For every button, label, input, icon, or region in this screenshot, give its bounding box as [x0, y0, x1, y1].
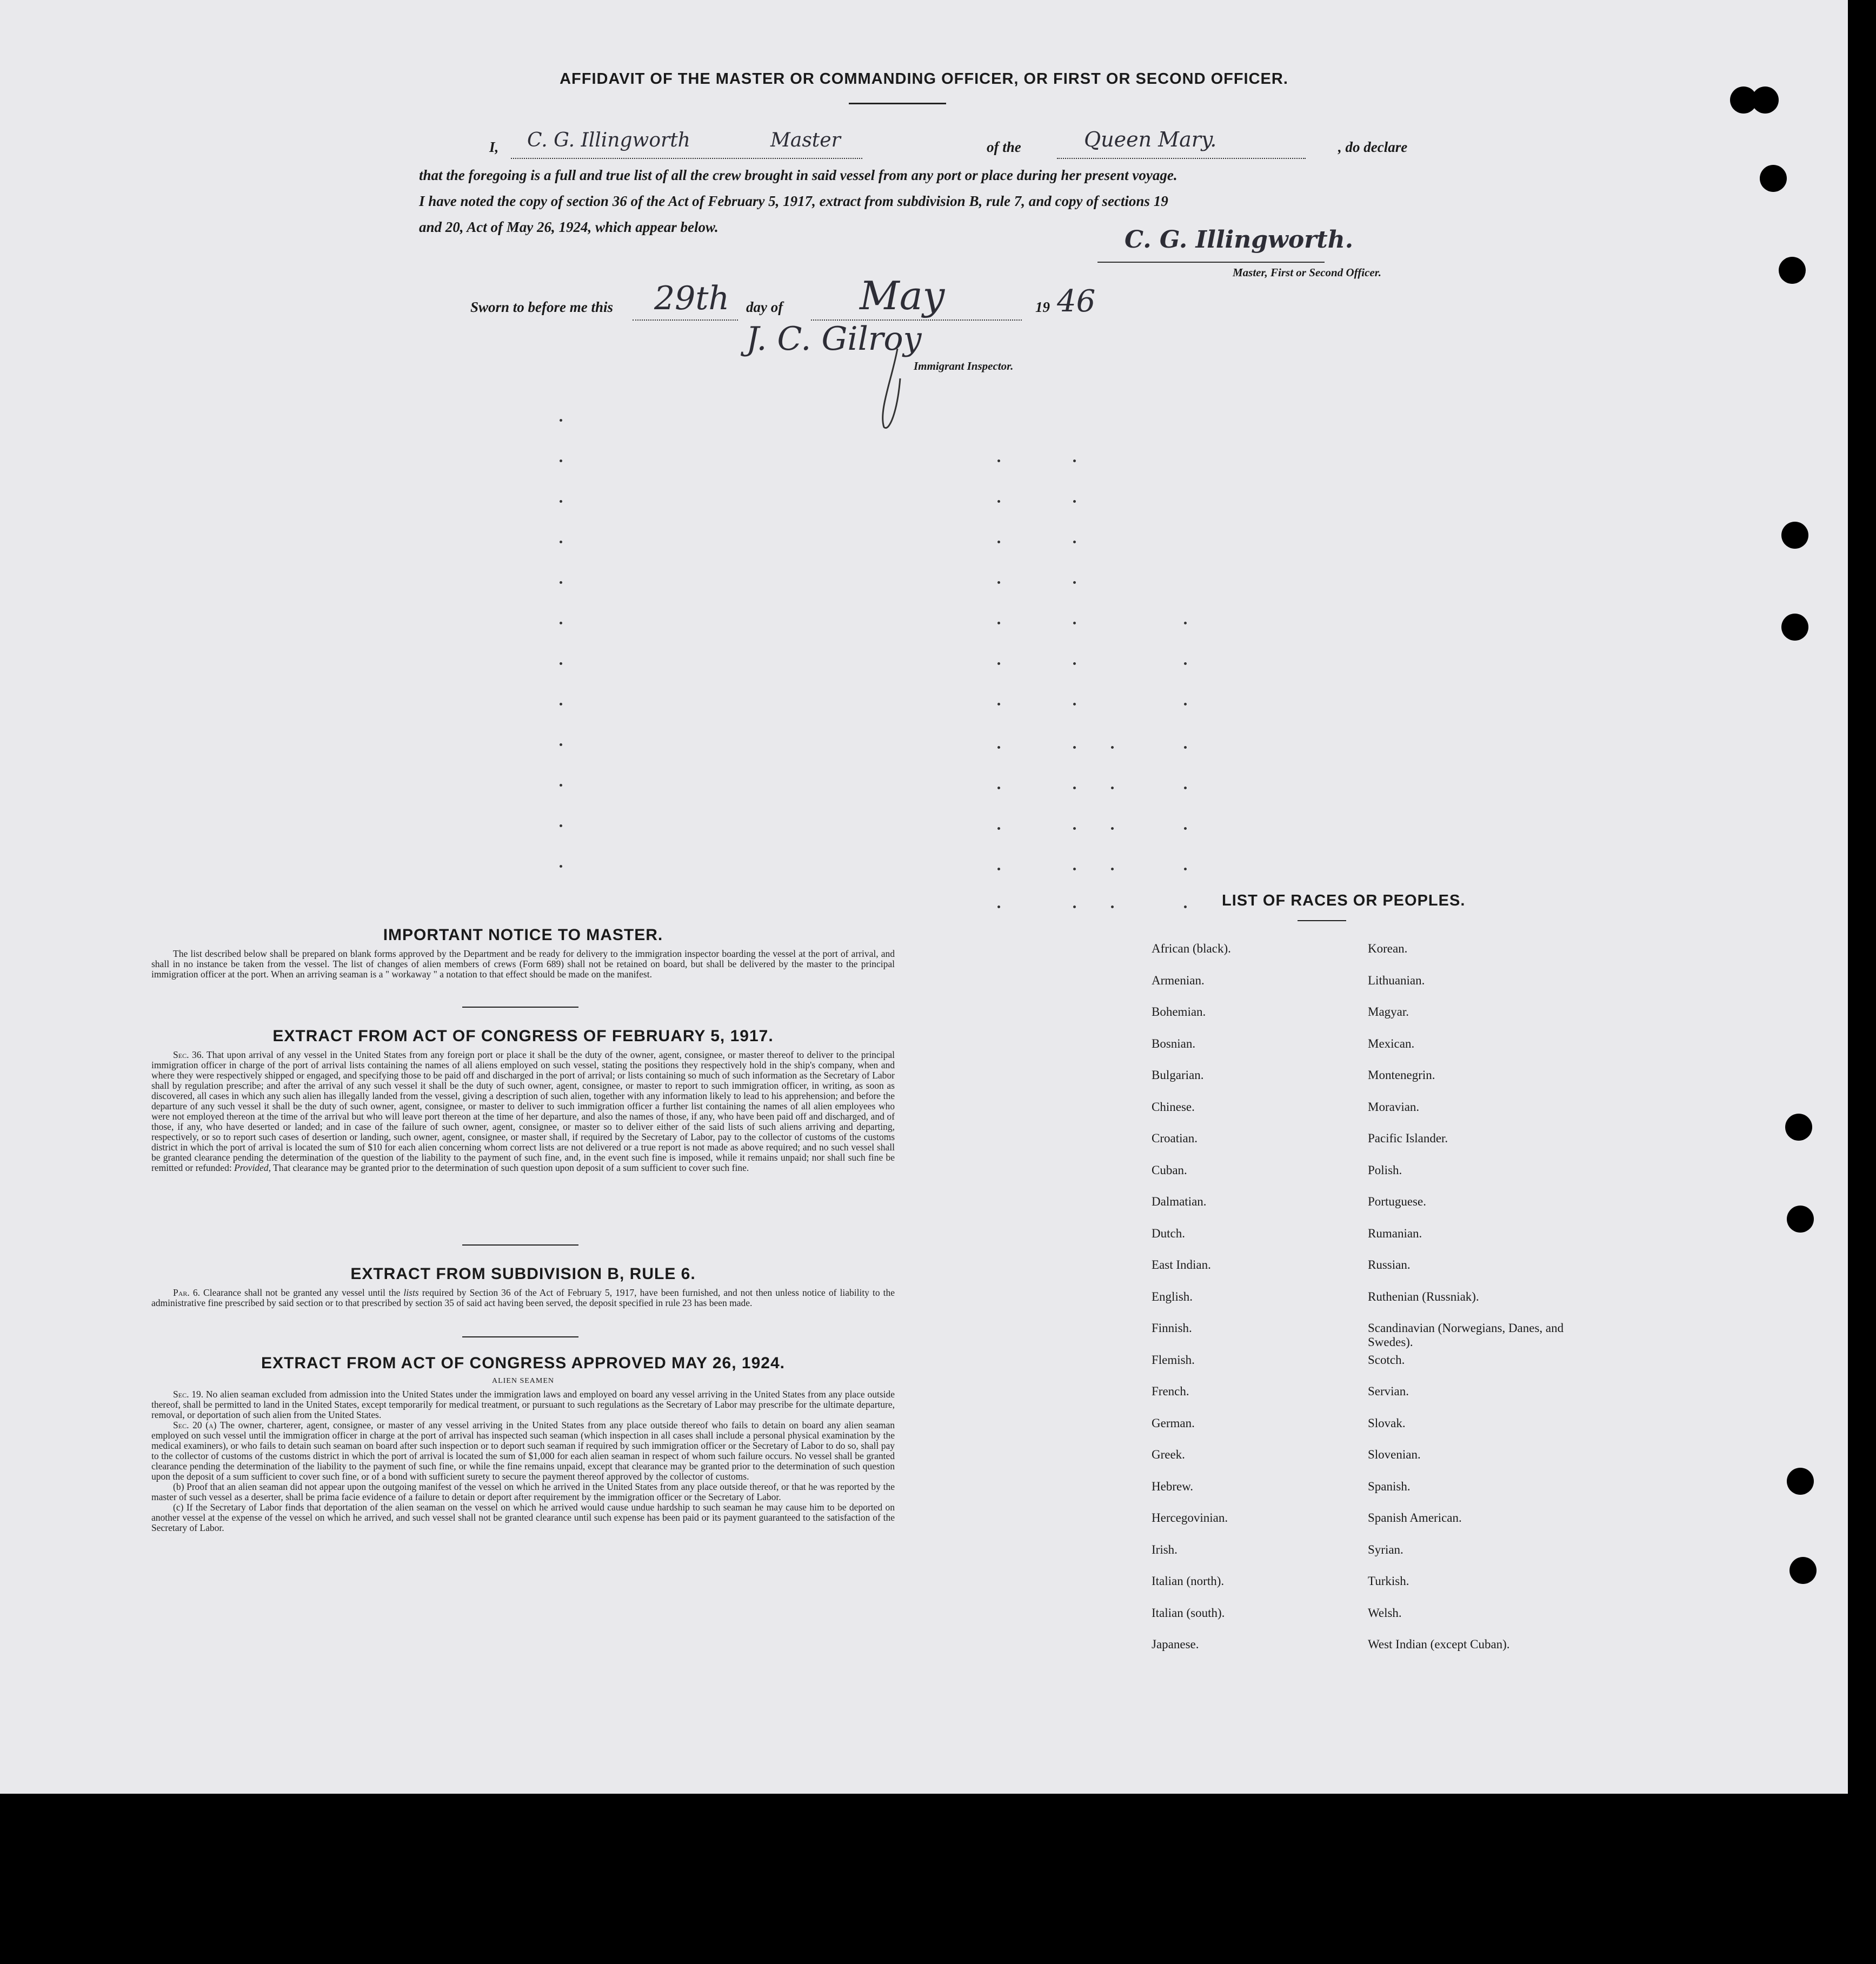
race-item: Montenegrin. — [1368, 1068, 1435, 1082]
rank: Master — [770, 129, 841, 151]
declaration-line-2: that the foregoing is a full and true list of all the crew brought in said vessel from any port or place during her present voyage. — [419, 167, 1178, 183]
race-item: Italian (north). — [1152, 1574, 1225, 1588]
scan-dot — [1073, 460, 1076, 462]
race-item: Syrian. — [1368, 1542, 1403, 1556]
section-20a-text: The owner, charterer, agent, consignee, or master of any vessel arriving in the United States from any place outside thereof who fails to detain on board any alien seaman employed on such vessel until the immigration officer in charge at the port of arrival has inspected such seaman (which inspection in all cases shall include a personal physical examination by the medical examiners), or who fails to detain such seaman on board after such inspection or to deport such seaman if required by such immigration officer or the Secretary of Labor to do so, shall pay to the collector of customs of the customs district in which the port of arrival is located the sum of $1,000 for each alien seaman in respect of whom such failure occurs. No vessel shall be granted clearance pending the determination of the liability to the payment of such fine, or while the fine remains unpaid, except that clearance may be granted prior to the determination of such question upon the deposit of a sum sufficient to cover such fine, or of a bond with sufficient surety to secure the payment thereof approved by the collector of customs. — [151, 1420, 895, 1482]
do-declare-text: , do declare — [1338, 139, 1408, 155]
scan-dot — [1111, 827, 1114, 830]
sworn-day: 29th — [654, 279, 730, 317]
punch-hole — [1787, 1468, 1814, 1495]
scan-dot — [997, 541, 1000, 543]
scan-dot — [560, 500, 562, 503]
race-item: Hercegovinian. — [1152, 1511, 1228, 1524]
separator-rule — [462, 1336, 578, 1337]
race-item: Bosnian. — [1152, 1036, 1196, 1050]
affidavit-title: AFFIDAVIT OF THE MASTER OR COMMANDING OFFICER, OR FIRST OR SECOND OFFICER. — [560, 70, 1288, 88]
scan-dot — [1073, 746, 1076, 749]
scan-dot — [1184, 827, 1187, 830]
sworn-text: Sworn to before me this — [470, 299, 614, 315]
inspector-signature: J. C. Gilroy — [746, 320, 922, 358]
race-item: East Indian. — [1152, 1258, 1211, 1271]
scan-dot — [1111, 787, 1114, 789]
section-19-label: Sec. 19. — [173, 1389, 204, 1400]
scan-dot — [997, 662, 1000, 665]
race-item: Croatian. — [1152, 1131, 1198, 1145]
scan-dot — [1184, 662, 1187, 665]
punch-hole — [1789, 1557, 1817, 1584]
rule-6-text-before: Clearance shall not be granted any vessel until the — [203, 1287, 401, 1298]
scan-dot — [1184, 787, 1187, 789]
master-signature: C. G. Illingworth. — [1125, 226, 1354, 254]
notice-title: IMPORTANT NOTICE TO MASTER. — [383, 926, 663, 944]
notice-paragraph: The list described below shall be prepared on blank forms approved by the Department and be ready for delivery to the immigration inspector boarding the vessel at the port of arrival, and shall in no instance be taken from the vessel. The list of changes of alien members of crews (Form 689) shall not be retained on board, but shall be delivered by the master to the principal immigration officer at the port. When an arriving seaman is a " workaway " a notation to that effect should be made on the manifest. — [151, 948, 895, 980]
signature-flourish — [876, 346, 919, 432]
scan-dot — [560, 541, 562, 543]
race-item: Mexican. — [1368, 1036, 1415, 1050]
race-item: Japanese. — [1152, 1637, 1199, 1651]
race-item: Pacific Islander. — [1368, 1131, 1448, 1145]
scan-dot — [560, 419, 562, 422]
race-item: Finnish. — [1152, 1321, 1192, 1335]
inspector-caption: Immigrant Inspector. — [914, 359, 1014, 372]
scan-dot — [1073, 787, 1076, 789]
race-item: Armenian. — [1152, 973, 1205, 987]
declaration-line-4: and 20, Act of May 26, 1924, which appear below. — [419, 219, 719, 235]
scan-dot — [560, 662, 562, 665]
section-20c-text: (c) If the Secretary of Labor finds that deportation of the alien seaman on the vessel on which he arrived would cause undue hardship to such seaman he may cause him to be deported on another vessel at the expense of the vessel on which he arrived, and such vessel shall not be granted clearance until such expense has been paid or its payment guaranteed to the satisfaction of the Secretary of Labor. — [151, 1502, 895, 1533]
of-the-text: of the — [987, 139, 1021, 155]
race-item: West Indian (except Cuban). — [1368, 1637, 1510, 1651]
rule-6-text-after: required by Section 36 of the Act of February 5, 1917, have been furnished, and not then unless notice of liability to the administrative fine prescribed by said section or to that prescribed by section 35 of said act having been served, the deposit specified in rule 23 has been made. — [151, 1287, 895, 1308]
race-item: Dalmatian. — [1152, 1195, 1207, 1208]
race-item: English. — [1152, 1289, 1193, 1303]
race-item: African (black). — [1152, 942, 1231, 955]
proviso-text: That clearance may be granted prior to the determination of such question upon deposit of a sum sufficient to cover such fine. — [273, 1162, 749, 1173]
scan-dot — [1073, 622, 1076, 624]
section-20b-text: (b) Proof that an alien seaman did not appear upon the outgoing manifest of the vessel on which he arrived in the United States from any place outside thereof, or that he was reported by the master of such vessel as a deserter, shall be prima facie evidence of a failure to detain or deport after requirement by the immigration officer or the Secretary of Labor. — [151, 1481, 895, 1502]
extract-1924-title: EXTRACT FROM ACT OF CONGRESS APPROVED MAY 26, 1924. — [261, 1354, 785, 1372]
scan-dot — [1184, 703, 1187, 705]
race-item: Welsh. — [1368, 1606, 1402, 1620]
scan-dot — [560, 865, 562, 868]
race-item: Chinese. — [1152, 1100, 1195, 1114]
scan-dot — [997, 703, 1000, 705]
scan-dot — [560, 784, 562, 787]
scan-dot — [560, 743, 562, 746]
races-column-1 — [1152, 942, 1357, 1661]
scan-dot — [1073, 827, 1076, 830]
race-item: Spanish American. — [1368, 1511, 1462, 1524]
title-underline — [849, 103, 946, 104]
proviso-word: Provided, — [234, 1162, 271, 1173]
race-item: Scotch. — [1368, 1353, 1405, 1367]
i-word: I, — [489, 139, 499, 155]
section-36-label: Sec. 36. — [173, 1049, 204, 1060]
signature-line — [1097, 261, 1325, 263]
scan-dot — [997, 868, 1000, 870]
scan-dot — [560, 460, 562, 462]
race-item: Rumanian. — [1368, 1226, 1422, 1240]
scan-dot — [560, 581, 562, 584]
year-suffix: 46 — [1057, 284, 1096, 319]
day-of-text: day of — [746, 299, 783, 315]
race-item: Irish. — [1152, 1542, 1178, 1556]
subdivision-b-title: EXTRACT FROM SUBDIVISION B, RULE 6. — [350, 1265, 696, 1283]
scan-dot — [1184, 906, 1187, 908]
race-item: Greek. — [1152, 1448, 1185, 1461]
scan-dot — [1184, 622, 1187, 624]
punch-hole — [1781, 614, 1808, 641]
extract-1917-title: EXTRACT FROM ACT OF CONGRESS OF FEBRUARY 5, 1917. — [272, 1027, 774, 1045]
punch-hole — [1785, 1114, 1812, 1141]
scan-dot — [997, 827, 1000, 830]
scan-dot — [1184, 746, 1187, 749]
race-item: Scandinavian (Norwegians, Danes, and Swedes). — [1368, 1321, 1564, 1349]
alien-seamen-subtitle: ALIEN SEAMEN — [491, 1377, 555, 1385]
vessel-name: Queen Mary. — [1084, 128, 1217, 151]
race-item: Bohemian. — [1152, 1005, 1206, 1018]
notice-body — [151, 949, 895, 980]
extract-1917-body — [151, 1050, 895, 1173]
race-item: Slovak. — [1368, 1416, 1406, 1430]
punch-hole — [1779, 257, 1806, 284]
scan-dot — [1073, 906, 1076, 908]
scan-dot — [997, 746, 1000, 749]
race-item: Bulgarian. — [1152, 1068, 1204, 1082]
separator-rule — [462, 1007, 578, 1008]
race-item: Polish. — [1368, 1163, 1402, 1177]
races-column-2 — [1368, 942, 1573, 1661]
scan-dot — [1073, 662, 1076, 665]
declaration-line-3: I have noted the copy of section 36 of the Act of February 5, 1917, extract from subdivision B, rule 7, and copy of sections 19 — [419, 193, 1168, 209]
section-19-text: No alien seaman excluded from admission into the United States under the immigration laws and employed on board any vessel arriving in the United States from any place outside thereof, shall be permitted to land in the United States, except temporarily for medical treatment, or pursuant to such regulations as the Secretary of Labor may prescribe for the ultimate departure, removal, or deportation of such alien from the United States. — [151, 1389, 895, 1420]
race-item: Turkish. — [1368, 1574, 1409, 1588]
races-title-underline — [1298, 920, 1346, 921]
scan-dot — [997, 460, 1000, 462]
scan-dot — [997, 906, 1000, 908]
signature-caption: Master, First or Second Officer. — [1233, 266, 1381, 279]
punch-hole — [1752, 86, 1779, 114]
scan-dot — [1184, 868, 1187, 870]
scan-dot — [997, 581, 1000, 584]
scan-dot — [1073, 868, 1076, 870]
race-item: Korean. — [1368, 942, 1408, 955]
scan-dot — [1111, 746, 1114, 749]
paragraph-6-label: Par. 6. — [173, 1287, 200, 1298]
race-item: Italian (south). — [1152, 1606, 1225, 1620]
scan-dot — [1073, 541, 1076, 543]
scan-dot — [1111, 868, 1114, 870]
subdivision-b-body — [151, 1288, 895, 1308]
scan-dot — [1073, 581, 1076, 584]
scan-dot — [1111, 906, 1114, 908]
race-item: French. — [1152, 1384, 1189, 1398]
punch-hole — [1787, 1206, 1814, 1233]
race-item: Ruthenian (Russniak). — [1368, 1289, 1479, 1303]
race-item: Servian. — [1368, 1384, 1409, 1398]
race-item: German. — [1152, 1416, 1195, 1430]
lists-word: lists — [403, 1287, 419, 1298]
extract-1924-body — [151, 1389, 895, 1533]
race-item: Flemish. — [1152, 1353, 1195, 1367]
scan-dot — [560, 622, 562, 624]
race-item: Russian. — [1368, 1258, 1411, 1271]
race-item: Portuguese. — [1368, 1195, 1426, 1208]
punch-hole — [1760, 165, 1787, 192]
race-item: Magyar. — [1368, 1005, 1409, 1018]
scan-dot — [997, 787, 1000, 789]
race-item: Slovenian. — [1368, 1448, 1421, 1461]
race-item: Cuban. — [1152, 1163, 1187, 1177]
scan-dot — [560, 703, 562, 705]
scan-dot — [1073, 500, 1076, 503]
scan-dot — [997, 500, 1000, 503]
race-item: Spanish. — [1368, 1479, 1411, 1493]
year-prefix: 19 — [1035, 299, 1050, 315]
master-name: C. G. Illingworth — [527, 129, 690, 151]
scan-dot — [560, 824, 562, 827]
race-item: Lithuanian. — [1368, 973, 1425, 987]
scan-dot — [1073, 703, 1076, 705]
scan-dot — [997, 622, 1000, 624]
sworn-month: May — [860, 273, 945, 318]
separator-rule — [462, 1244, 578, 1246]
section-20-label: Sec. 20 (a) — [173, 1420, 217, 1430]
race-item: Dutch. — [1152, 1226, 1185, 1240]
punch-hole — [1781, 522, 1808, 549]
race-item: Moravian. — [1368, 1100, 1420, 1114]
section-36-text: That upon arrival of any vessel in the United States from any foreign port or place it shall be the duty of the owner, agent, consignee, or master thereof to deliver to the principal immigration officer in charge of the port of arrival lists containing the names of all aliens employed on such vessel, stating the positions they respectively hold in the ship's company, when and where they were respectively shipped or engaged, and specifying those to be paid off and discharged in the port of arrival; or lists containing so much of such information as the Secretary of Labor shall by regulation prescribe; and after the arrival of any such vessel it shall be the duty of such owner, agent, consignee, or master to report to such immigration officer, in writing, as soon as discovered, all cases in which any such alien has illegally landed from the vessel, giving a description of such alien, together with any information likely to lead to his apprehension; and before the departure of any such vessel it shall be the duty of such owner, agent, consignee, or master to deliver to such immigration officer a further list containing the names of all alien employees who were not employed thereon at the time of the arrival but who will leave port thereon at the time of her departure, and also the names of those, if any, who have been paid off and discharged, and of those, if any, who have deserted or landed; and in case of the failure of such owner, agent, consignee, or master so to deliver either of the said lists of such aliens arriving and departing, respectively, or so to report such cases of desertion or landing, such owner, agent, consignee, or master shall, if required by the Secretary of Labor, pay to the collector of customs of the customs district in which the port of arrival is located the sum of $10 for each alien concerning whom correct lists are not delivered or a true report is not made as above required; and no such vessel shall be granted clearance pending the determination of the question of the liability to the payment of such fine, and, in the event such fine is imposed, while it remains unpaid; nor shall such fine be remitted or refunded: — [151, 1049, 895, 1173]
races-list-title: LIST OF RACES OR PEOPLES. — [1222, 892, 1466, 909]
race-item: Hebrew. — [1152, 1479, 1194, 1493]
